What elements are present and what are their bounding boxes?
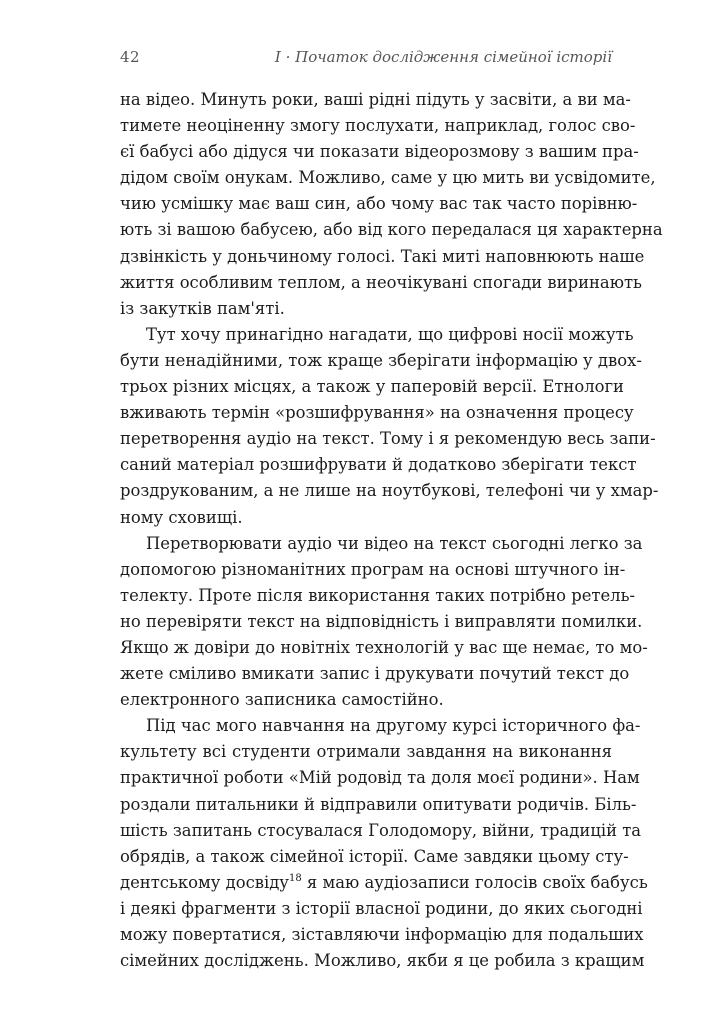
text-line: культету всі студенти отримали завдання на виконання [120,742,612,762]
text-line: но перевіряти текст на відповідність і виправляти помилки. [120,611,643,631]
text-line: електронного записника самостійно. [120,690,444,710]
paragraph-first-line: Тут хочу принагідно нагадати, що цифрові носії можуть [146,324,634,344]
text-line: шість запитань стосувалася Голодомору, війни, традицій та [120,820,642,840]
running-head [120,48,612,72]
text-line: життя особливим теплом, а неочікувані спогади виринають [120,272,642,292]
text-line: трьох різних місцях, а також у паперовій версії. Етнологи [120,377,624,397]
section-title: I · Початок дослідження сімейної історії [274,48,612,66]
text-line: Якщо ж довіри до новітніх технологій у вас ще немає, то мо- [120,637,648,657]
text-line: роздрукованим, а не лише на ноутбукові, телефоні чи у хмар- [120,481,659,501]
text-line: саний матеріал розшифрувати й додатково зберігати текст [120,455,637,475]
text-line: практичної роботи «Мій родовід та доля моєї родини». Нам [120,768,640,788]
text-line: дзвінкість у доньчиному голосі. Такі миті наповнюють наше [120,246,645,266]
text-fragment: я маю аудіозаписи голосів своїх бабусь [301,872,648,892]
footnote-marker[interactable]: 18 [288,872,302,884]
text-line: можу повертатися, зіставляючи інформацію для подальших [120,925,644,944]
text-line: на відео. Минуть роки, ваші рідні підуть у засвіти, а ви ма- [120,90,631,109]
body-text [120,87,663,974]
text-line: сімейних досліджень. Можливо, якби я це робила з кращим [120,951,645,971]
text-line: телекту. Проте після використання таких потрібно ретель- [120,585,636,605]
text-line: із закутків пам'яті. [120,298,285,318]
paragraph-first-line: Під час мого навчання на другому курсі історичного фа- [146,716,641,736]
text-line: тимете неоціненну змогу послухати, наприклад, голос сво- [120,116,636,136]
text-line: бути ненадійними, тож краще зберігати інформацію у двох- [120,350,642,370]
text-line: жете сміливо вмикати запис і друкувати почутий текст до [120,664,630,684]
paragraph-first-line: Перетворювати аудіо чи відео на текст сьогодні легко за [146,533,643,553]
text-fragment: дентському досвіду [120,872,289,892]
text-line: дідом своїм онукам. Можливо, саме у цю мить ви усвідомите, [120,168,656,188]
text-line: ють зі вашою бабусею, або від кого передалася ця характерна [120,220,663,240]
text-line: допомогою різноманітних програм на основі штучного ін- [120,559,626,579]
text-line: ному сховищі. [120,507,243,527]
text-line: чию усмішку має ваш син, або чому вас так часто порівню- [120,194,638,214]
text-line: перетворення аудіо на текст. Тому і я рекомендую весь запи- [120,429,656,449]
text-line: роздали питальники й відправили опитувати родичів. Біль- [120,794,637,814]
text-line-with-footnote [120,870,648,896]
page-number: 42 [120,48,141,66]
text-line: єї бабусі або дідуся чи показати відеорозмову з вашим пра- [120,142,639,162]
text-line: і деякі фрагменти з історії власної родини, до яких сьогодні [120,898,643,918]
text-line: вживають термін «розшифрування» на означення процесу [120,403,634,423]
text-line: обрядів, а також сімейної історії. Саме завдяки цьому сту- [120,846,629,866]
